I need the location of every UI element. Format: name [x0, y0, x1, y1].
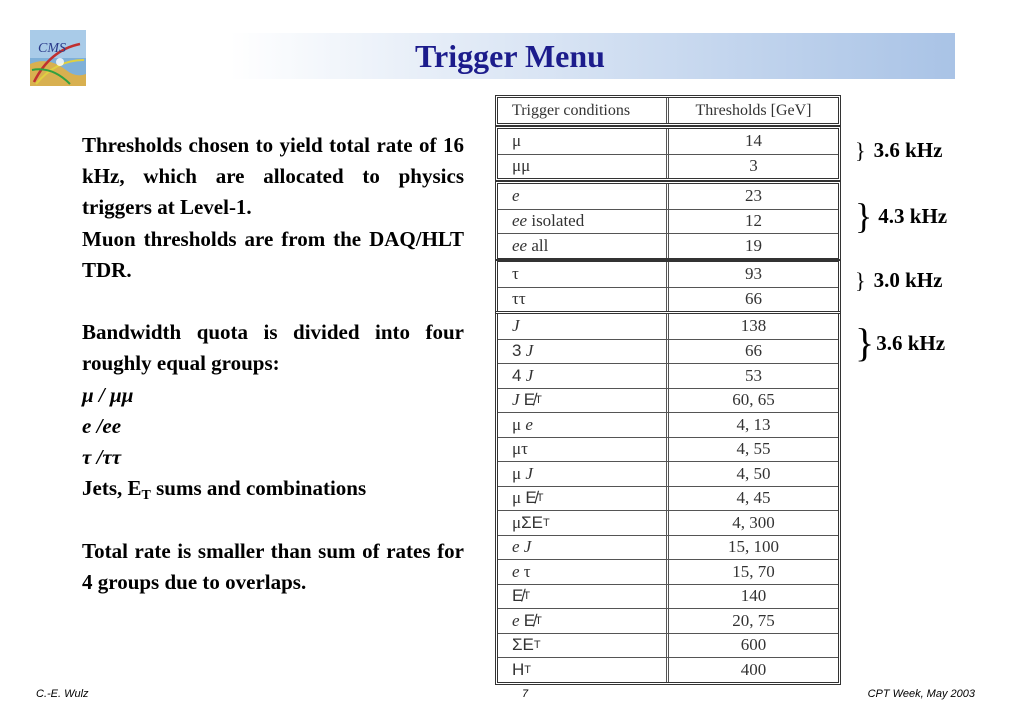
table-group-electron [495, 181, 841, 261]
rate-electron: } 4.3 kHz [855, 196, 948, 236]
table-row: 4 J 53 [498, 363, 838, 388]
table-row: μ E̸ T 4, 45 [498, 486, 838, 511]
header-trigger-conditions: Trigger conditions [498, 98, 669, 123]
table-row: J E̸ T 60, 65 [498, 388, 838, 413]
rate-muon: } 3.6 kHz [855, 137, 943, 163]
table-row: e τ 15, 70 [498, 559, 838, 584]
group-electron: e /ee [82, 413, 122, 438]
table-row: J 138 [498, 314, 838, 339]
table-row: μ ΣE T 4, 300 [498, 510, 838, 535]
table-header [495, 95, 841, 126]
table-row: μμ 3 [498, 154, 838, 179]
table-row: e J 15, 100 [498, 535, 838, 560]
logo-text: CMS [38, 41, 66, 56]
table-row: E̸ T 140 [498, 584, 838, 609]
page-title: Trigger Menu [415, 37, 605, 74]
header-thresholds: Thresholds [GeV] [695, 101, 812, 119]
table-row: 3 J 66 [498, 339, 838, 364]
rate-tau: } 3.0 kHz [855, 267, 943, 293]
table-row: μ 14 [498, 129, 838, 154]
table-row: μ J 4, 50 [498, 461, 838, 486]
rate-jets: } 3.6 kHz [855, 320, 946, 365]
table-row: ΣE T 600 [498, 633, 838, 658]
paragraph-total-rate: Total rate is smaller than sum of rates for 4 groups due to overlaps. [82, 538, 464, 594]
table-row: μτ 4, 55 [498, 437, 838, 462]
paragraph-thresholds: Thresholds chosen to yield total rate of 16 kHz, which are allocated to physics triggers at Level-1. [82, 133, 464, 220]
table-row: e 23 [498, 184, 838, 209]
paragraph-bandwidth: Bandwidth quota is divided into four roughly equal groups: [82, 320, 464, 376]
footer-event: CPT Week, May 2003 [867, 688, 975, 700]
table-row: ee isolated 12 [498, 209, 838, 234]
table-group-muon [495, 126, 841, 181]
cms-logo [30, 30, 86, 86]
group-jets: Jets, $E_T$ sums and combinations [82, 476, 367, 504]
table-row: τ 93 [498, 262, 838, 287]
table-row: e E̸ T 20, 75 [498, 608, 838, 633]
trigger-table [495, 95, 841, 682]
table-group-tau [495, 259, 841, 314]
footer-author: C.-E. Wulz [36, 688, 89, 700]
table-row: H T 400 [498, 657, 838, 682]
group-tau: τ /ττ [82, 445, 122, 470]
table-row: μ e 4, 13 [498, 412, 838, 437]
paragraph-muon: Muon thresholds are from the DAQ/HLT TDR. [82, 226, 464, 282]
footer-page-number: 7 [521, 688, 529, 700]
table-row: ττ 66 [498, 287, 838, 312]
group-muon: μ / μμ [82, 382, 134, 407]
left-text-block [82, 130, 464, 598]
table-group-jets [495, 311, 841, 685]
table-row: ee all 19 [498, 233, 838, 258]
